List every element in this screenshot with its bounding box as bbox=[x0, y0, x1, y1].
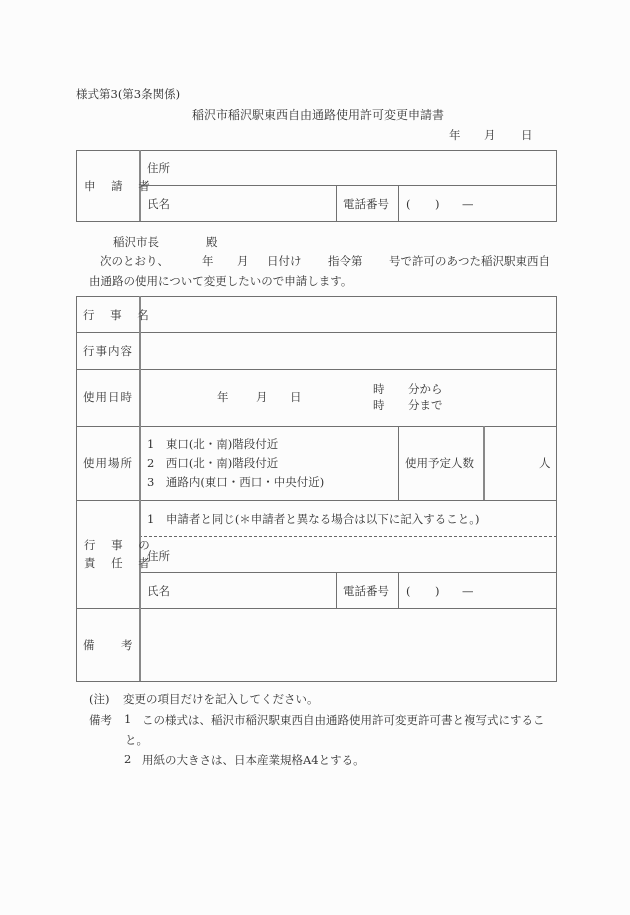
addressee-honorific: 殿 bbox=[206, 235, 218, 249]
responsible-phone-field[interactable] bbox=[400, 575, 554, 606]
form-number: 様式第3(第3条関係) bbox=[76, 87, 181, 101]
responsible-name-field[interactable] bbox=[180, 575, 332, 606]
place-option[interactable]: 1 東口(北・南)階段付近 bbox=[147, 437, 279, 451]
column-divider bbox=[336, 185, 337, 221]
table-border bbox=[76, 150, 557, 151]
date-year-label: 年 bbox=[449, 128, 461, 142]
responsible-phone-label: 電話番号 bbox=[343, 584, 389, 598]
remark-number: 1 bbox=[124, 712, 132, 726]
applicant-label: 申 請 者 bbox=[84, 179, 156, 193]
place-option[interactable]: 3 通路内(東口・西口・中央付近) bbox=[147, 475, 325, 489]
note-label: (注) bbox=[89, 692, 110, 706]
phone-dash: — bbox=[462, 197, 474, 211]
date-month-label: 月 bbox=[484, 128, 496, 142]
datetime-month: 月 bbox=[256, 390, 268, 404]
expected-people-field[interactable] bbox=[487, 428, 535, 498]
phone-label: 電話番号 bbox=[343, 197, 389, 211]
usage-datetime-field[interactable] bbox=[142, 371, 554, 424]
usage-datetime-label: 使用日時 bbox=[83, 390, 133, 404]
table-border bbox=[76, 296, 77, 681]
body-line1-directive: 指令第 bbox=[328, 254, 363, 268]
responsible-address-label: 住所 bbox=[147, 549, 170, 563]
remarks-label-1: 備 bbox=[83, 638, 95, 652]
row-divider bbox=[139, 572, 557, 573]
remarks-label-2: 考 bbox=[121, 638, 133, 652]
row-divider bbox=[139, 185, 557, 186]
table-border bbox=[76, 681, 557, 682]
remark-text: 用紙の大きさは、日本産業規格A4とする。 bbox=[142, 753, 365, 767]
note-text: 変更の項目だけを記入してください。 bbox=[123, 692, 319, 706]
responsible-label-line1: 行 事 の bbox=[84, 538, 156, 552]
event-content-label: 行事内容 bbox=[83, 344, 133, 358]
usage-place-label: 使用場所 bbox=[83, 456, 133, 470]
body-line1-prefix: 次のとおり、 bbox=[100, 254, 169, 268]
name-label: 氏名 bbox=[147, 197, 170, 211]
remark-text: この様式は、稲沢市稲沢駅東西自由通路使用許可変更許可書と複写式にするこ bbox=[142, 713, 545, 727]
body-line1-year: 年 bbox=[202, 254, 214, 268]
time-to-hour: 時 bbox=[373, 398, 385, 412]
event-content-field[interactable] bbox=[142, 334, 554, 367]
column-divider bbox=[336, 572, 337, 608]
body-line1-month: 月 bbox=[237, 254, 249, 268]
phone-paren-close: ) bbox=[435, 584, 440, 598]
applicant-address-field[interactable] bbox=[200, 152, 552, 183]
responsible-same-option[interactable]: 1 申請者と同じ(＊申請者と異なる場合は以下に記入すること。) bbox=[147, 512, 480, 526]
event-name-label: 行 事 名 bbox=[83, 308, 155, 322]
people-unit: 人 bbox=[539, 456, 551, 470]
phone-paren-open: ( bbox=[406, 584, 411, 598]
column-divider bbox=[398, 572, 399, 608]
remarks-label: 備考 bbox=[89, 713, 112, 727]
body-line2: 由通路の使用について変更したいので申請します。 bbox=[89, 274, 353, 288]
remarks-field[interactable] bbox=[142, 610, 554, 679]
responsible-address-field[interactable] bbox=[200, 539, 552, 570]
row-divider bbox=[76, 500, 557, 501]
applicant-phone-field[interactable] bbox=[400, 188, 554, 219]
phone-paren-close: ) bbox=[435, 197, 440, 211]
table-border bbox=[556, 150, 557, 221]
column-divider bbox=[398, 426, 399, 500]
responsible-name-label: 氏名 bbox=[147, 584, 170, 598]
expected-people-label: 使用予定人数 bbox=[405, 456, 474, 470]
column-divider bbox=[398, 185, 399, 221]
phone-paren-open: ( bbox=[406, 197, 411, 211]
date-day-label: 日 bbox=[521, 128, 533, 142]
time-from-min: 分から bbox=[408, 382, 443, 396]
address-label: 住所 bbox=[147, 161, 170, 175]
datetime-day: 日 bbox=[290, 390, 302, 404]
document-title: 稲沢市稲沢駅東西自由通路使用許可変更申請書 bbox=[192, 108, 445, 122]
body-line1-day: 日付け bbox=[267, 254, 302, 268]
addressee-recipient: 稲沢市長 bbox=[113, 235, 159, 249]
table-border bbox=[76, 150, 77, 221]
event-name-field[interactable] bbox=[142, 298, 554, 330]
place-option[interactable]: 2 西口(北・南)階段付近 bbox=[147, 456, 279, 470]
datetime-year: 年 bbox=[217, 390, 229, 404]
table-border bbox=[556, 296, 557, 681]
table-border bbox=[76, 221, 557, 222]
remark-number: 2 bbox=[124, 752, 132, 766]
column-divider bbox=[139, 296, 141, 681]
column-divider bbox=[483, 426, 485, 500]
time-from-hour: 時 bbox=[373, 382, 385, 396]
row-divider bbox=[76, 332, 557, 333]
row-divider bbox=[76, 369, 557, 370]
body-line1-suffix: 号で許可のあつた稲沢駅東西自 bbox=[389, 254, 550, 268]
time-to-min: 分まで bbox=[408, 398, 443, 412]
phone-dash: — bbox=[462, 584, 474, 598]
row-divider bbox=[76, 608, 557, 609]
remark-continuation: と。 bbox=[125, 733, 148, 747]
responsible-label-line2: 責 任 者 bbox=[84, 556, 156, 570]
table-border bbox=[76, 296, 557, 297]
applicant-name-field[interactable] bbox=[180, 188, 332, 219]
dashed-divider bbox=[139, 536, 557, 537]
